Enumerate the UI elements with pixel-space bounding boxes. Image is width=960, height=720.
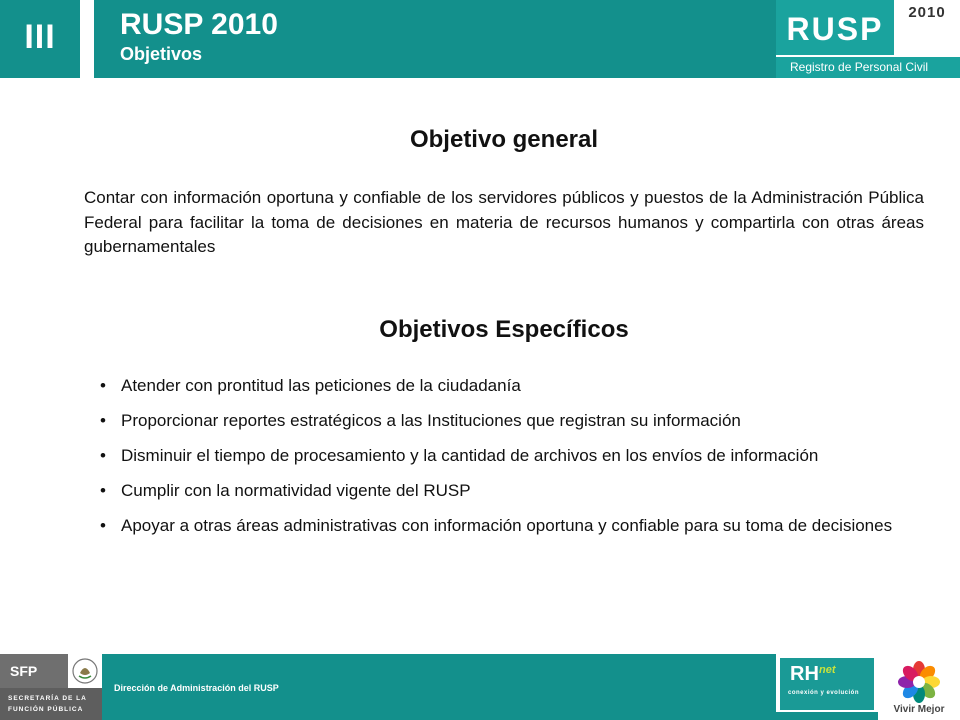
bullet-icon: • bbox=[100, 376, 106, 395]
list-item bbox=[100, 479, 924, 503]
header-bar bbox=[0, 0, 960, 78]
rusp-wordmark: RUSP bbox=[776, 0, 894, 55]
rusp-caption: Registro de Personal Civil bbox=[776, 57, 960, 78]
bullet-icon: • bbox=[100, 481, 106, 500]
bullet-icon: • bbox=[100, 516, 106, 535]
vivir-mejor-logo bbox=[878, 654, 960, 720]
page-subtitle: Objetivos bbox=[120, 44, 203, 64]
rhnet-badge bbox=[780, 658, 874, 710]
rhnet-logo bbox=[776, 654, 878, 720]
list-item-text: Proporcionar reportes estratégicos a las Instituciones que registran su información bbox=[121, 411, 741, 430]
rusp-logo bbox=[776, 0, 960, 78]
sfp-name-line1: SECRETARÍA DE LA bbox=[8, 695, 87, 702]
sfp-name bbox=[0, 688, 102, 720]
list-item-text: Atender con prontitud las peticiones de la ciudadanía bbox=[121, 376, 521, 395]
general-objective-text: Contar con información oportuna y confiable de los servidores públicos y puestos de la Administración Pública Federal para facilitar la toma de decisiones en materia de recursos humanos y compartirla con otras áreas gubernamentales bbox=[84, 188, 924, 256]
mexico-seal-icon bbox=[68, 654, 102, 688]
list-item bbox=[100, 514, 924, 538]
title-area bbox=[120, 8, 278, 66]
sfp-name-line2: FUNCIÓN PÚBLICA bbox=[8, 706, 84, 713]
vivir-mejor-text: Vivir Mejor bbox=[893, 704, 945, 715]
flower-icon bbox=[898, 661, 940, 703]
list-item bbox=[100, 444, 924, 468]
section-numeral: III bbox=[24, 18, 56, 56]
sfp-logo bbox=[0, 654, 102, 720]
specific-objectives-heading: Objetivos Específicos bbox=[379, 316, 629, 343]
list-item bbox=[100, 409, 924, 433]
list-item-text: Apoyar a otras áreas administrativas con información oportuna y confiable para su toma de decisiones bbox=[121, 516, 893, 535]
rhnet-net: net bbox=[819, 664, 836, 676]
bullet-icon: • bbox=[100, 446, 106, 465]
specific-objectives-list bbox=[100, 374, 924, 549]
general-objective-heading: Objetivo general bbox=[409, 126, 599, 153]
rusp-year: 2010 bbox=[894, 0, 960, 55]
list-item bbox=[100, 374, 924, 398]
section-number-box bbox=[0, 0, 94, 78]
rhnet-tagline: conexión y evolución bbox=[788, 690, 860, 696]
sfp-acronym: SFP bbox=[0, 654, 68, 688]
footer-text: Dirección de Administración del RUSP bbox=[114, 683, 279, 693]
rhnet-stripe bbox=[776, 712, 878, 720]
list-item-text: Disminuir el tiempo de procesamiento y la cantidad de archivos en los envíos de información bbox=[121, 446, 819, 465]
page-title: RUSP 2010 bbox=[120, 8, 278, 41]
list-item-text: Cumplir con la normatividad vigente del RUSP bbox=[121, 481, 471, 500]
rhnet-rh: RH bbox=[790, 663, 819, 685]
footer-bar bbox=[0, 654, 960, 720]
bullet-icon: • bbox=[100, 411, 106, 430]
